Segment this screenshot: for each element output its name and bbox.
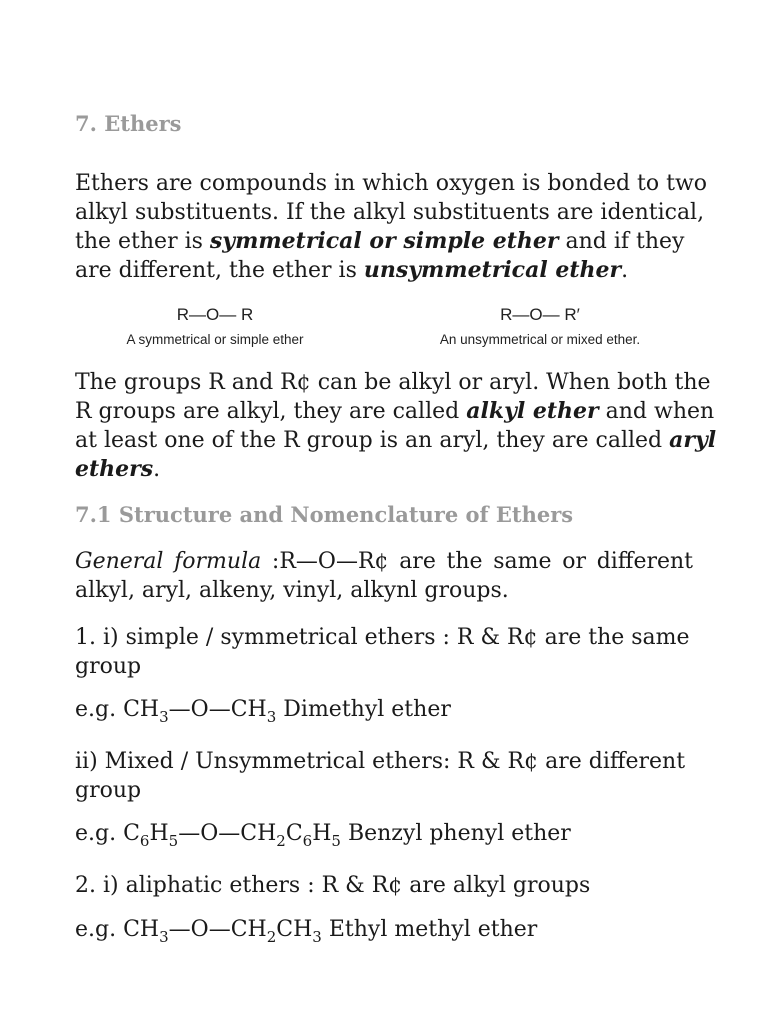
item-mixed-ethers: ii) Mixed / Unsymmetrical ethers: R & R¢ are different	[75, 749, 686, 774]
item-aliphatic-ethers: 2. i) aliphatic ethers : R & R¢ are alkyl groups	[75, 873, 591, 898]
section-heading-structure-nomenclature: 7.1 Structure and Nomenclature of Ethers	[75, 502, 574, 527]
symmetrical-ether-structure: R—O— R	[176, 305, 254, 324]
groups-line-1: The groups R and R¢ can be alkyl or aryl. When both the	[75, 370, 711, 395]
intro-line-1: Ethers are compounds in which oxygen is bonded to two	[75, 171, 708, 196]
symmetrical-ether-formula	[105, 304, 325, 349]
item-simple-ethers: 1. i) simple / symmetrical ethers : R & R¢ are the same	[75, 625, 690, 650]
intro-line-4: are different, the ether is unsymmetrical ether.	[75, 257, 629, 283]
term-aryl: aryl	[669, 427, 717, 453]
intro-line-3: the ether is symmetrical or simple ether and if they	[75, 228, 685, 254]
groups-line-3: at least one of the R group is an aryl, they are called aryl	[75, 427, 717, 453]
groups-line-2: R groups are alkyl, they are called alkyl ether and when	[75, 398, 715, 424]
example-ethyl-methyl-ether: e.g. $CH_3—O—CH_2CH_3$ Ethyl methyl ether	[75, 917, 538, 946]
item-mixed-ethers-cont: group	[75, 778, 142, 803]
term-unsymmetrical-ether: unsymmetrical ether	[363, 257, 622, 283]
unsymmetrical-ether-caption: An unsymmetrical or mixed ether.	[439, 332, 641, 347]
unsymmetrical-ether-formula	[410, 304, 670, 349]
unsymmetrical-ether-structure: R—O— R′	[500, 305, 580, 324]
term-symmetrical-ether: symmetrical or simple ether	[209, 228, 559, 254]
item-simple-ethers-cont: group	[75, 654, 142, 679]
term-alkyl-ether: alkyl ether	[466, 398, 599, 424]
general-formula-line-1: General formula :R—O—R¢ are the same or different	[75, 549, 694, 574]
example-dimethyl-ether: e.g. $CH_3—O—CH_3$ Dimethyl ether	[75, 697, 451, 726]
general-formula-line-2: alkyl, aryl, alkeny, vinyl, alkynl groups.	[75, 578, 509, 603]
example-benzyl-phenyl-ether: e.g. $C_6H_5—O—CH_2C_6H_5$ Benzyl phenyl ether	[75, 821, 571, 850]
term-ethers: ethers	[75, 456, 154, 482]
section-heading-ethers: 7. Ethers	[75, 111, 182, 136]
symmetrical-ether-caption: A symmetrical or simple ether	[126, 332, 304, 347]
groups-line-4: ethers.	[75, 456, 161, 482]
intro-line-2: alkyl substituents. If the alkyl substituents are identical,	[75, 200, 705, 225]
